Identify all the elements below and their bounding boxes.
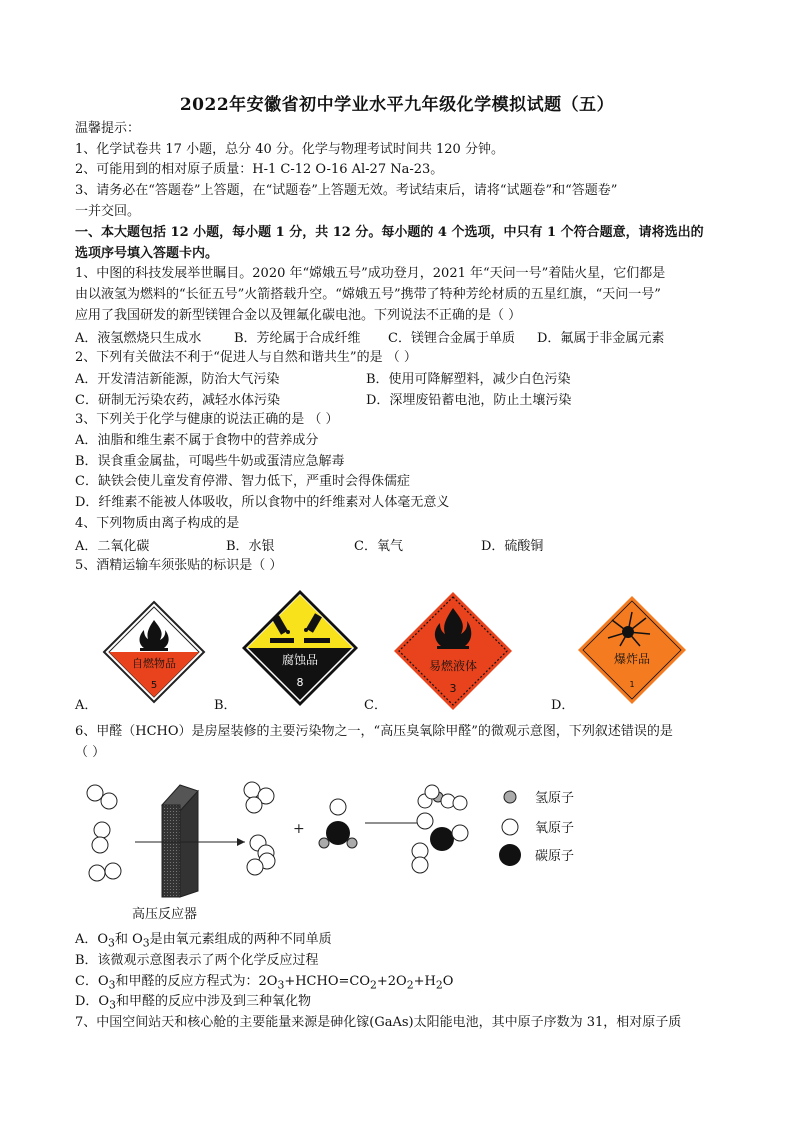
sign-label: 自燃物品: [132, 657, 176, 670]
hazard-sign-spontaneous-combustion: [102, 600, 206, 704]
reactor-label: 高压反应器: [132, 907, 198, 922]
q4-option-c: C．氧气: [354, 539, 403, 554]
page-title: 2022年安徽省初中学业水平九年级化学模拟试题（五）: [179, 95, 615, 115]
diagram-legend: [499, 791, 574, 866]
q4-option-b: B．水银: [226, 539, 275, 554]
q1-option-d: D．氟属于非金属元素: [537, 331, 665, 346]
section-heading: 一、本大题包括 12 小题，每小题 1 分，共 12 分。每小题的 4 个选项，中只有 1 个符合题意，请将选出的: [75, 225, 704, 240]
q5-option-d: D．: [551, 698, 575, 713]
sign-class-number: 3: [449, 682, 457, 695]
q3-option-a: A．油脂和维生素不属于食物中的营养成分: [75, 433, 319, 448]
q2-option-a: A．开发清洁新能源，防治大气污染: [75, 372, 280, 387]
sign-label: 易燃液体: [428, 659, 478, 673]
q2-option-d: D．深埋废铅蓄电池，防止土壤污染: [366, 393, 572, 408]
formaldehyde-molecule: [319, 799, 357, 848]
hazard-sign-explosive: [576, 594, 688, 706]
product-molecules: [412, 785, 468, 873]
q6-option-b: B．该微观示意图表示了两个化学反应过程: [75, 953, 319, 968]
sign-label: 腐蚀品: [281, 653, 319, 667]
q3-option-b: B．误食重金属盐，可喝些牛奶或蛋清应急解毒: [75, 454, 345, 469]
question-1-stem: 由以液氢为燃料的“长征五号”火箭搭载升空。“嫦娥五号”携带了特种芳纶材质的五星红旗，“天问一号”: [75, 287, 661, 302]
q1-option-a: A．液氢燃烧只生成水: [75, 331, 202, 346]
sign-class-number: 5: [150, 680, 158, 691]
q1-option-b: B．芳纶属于合成纤维: [234, 331, 361, 346]
oxygen-legend-icon: [502, 819, 518, 835]
sign-class-number: 8: [296, 676, 304, 689]
q4-option-a: A．二氧化碳: [75, 539, 150, 554]
question-2-stem: 2、下列有关做法不利于“促进人与自然和谐共生”的是 （ ）: [75, 350, 417, 365]
q6-option-a: A．$O_3$和 $O_3$是由氧元素组成的两种不同单质: [75, 932, 332, 950]
plus-sign: +: [293, 821, 305, 837]
sign-class-number: 1: [629, 680, 635, 689]
question-1-stem: 1、中图的科技发展举世瞩目。2020 年“嫦娥五号”成功登月，2021 年“天问一号”着陆火星，它们都是: [75, 266, 666, 281]
question-4-stem: 4、下列物质由离子构成的是: [75, 516, 240, 531]
q4-option-d: D．硫酸铜: [481, 539, 544, 554]
question-6-stem: 6、甲醛（HCHO）是房屋装修的主要污染物之一，“高压臭氧除甲醛”的微观示意图，下列叙述错误的是: [75, 724, 673, 739]
tip-line: 3、请务必在“答题卷”上答题，在“试题卷”上答题无效。考试结束后，请将“试题卷”和“答题卷”: [75, 183, 618, 198]
q6-option-c: C．$O_3$和甲醛的反应方程式为：$2O_3+HCHO=CO_2+2O_2+H_2O$: [75, 974, 454, 992]
question-1-stem: 应用了我国研发的新型镁锂合金以及锂氟化碳电池。下列说法不正确的是（ ）: [75, 308, 522, 323]
q5-option-c: C．: [364, 698, 387, 713]
tip-line: 2、可能用到的相对原子质量：H-1 C-12 O-16 Al-27 Na-23。: [75, 162, 444, 177]
sign-label: 爆炸品: [613, 652, 651, 666]
high-pressure-reactor: [162, 785, 198, 897]
hydrogen-legend-icon: [504, 791, 516, 803]
question-5-stem: 5、酒精运输车须张贴的标识是（ ）: [75, 558, 283, 573]
q3-option-c: C．缺铁会使儿童发育停滞、智力低下，严重时会得侏儒症: [75, 474, 410, 489]
q5-option-a: A．: [75, 698, 98, 713]
legend-label: 氢原子: [535, 791, 575, 806]
section-heading: 选项序号填入答题卡内。: [75, 246, 219, 261]
q1-option-c: C．镁锂合金属于单质: [388, 331, 515, 346]
oxygen-molecules: [87, 785, 121, 881]
q6-option-d: D．$O_3$和甲醛的反应中涉及到三种氧化物: [75, 994, 311, 1012]
hazard-sign-corrosive: [240, 588, 360, 708]
legend-label: 氧原子: [535, 821, 575, 836]
question-7-stem: 7、中国空间站天和核心舱的主要能量来源是砷化镓(GaAs)太阳能电池，其中原子序数为 31，相对原子质: [75, 1015, 682, 1030]
question-3-stem: 3、下列关于化学与健康的说法正确的是 （ ）: [75, 412, 339, 427]
ozone-molecules: [244, 782, 275, 875]
tip-line: 1、化学试卷共 17 小题，总分 40 分。化学与物理考试时间共 120 分钟。: [75, 142, 504, 157]
carbon-legend-icon: [499, 844, 521, 866]
hazard-sign-flammable-liquid: [392, 590, 514, 712]
tip-line: 一并交回。: [75, 204, 141, 219]
tips-heading: 温馨提示：: [75, 121, 141, 136]
q5-option-b: B．: [214, 698, 237, 713]
question-6-stem: （ ）: [75, 745, 106, 760]
q2-option-b: B．使用可降解塑料，减少白色污染: [366, 372, 571, 387]
q3-option-d: D．纤维素不能被人体吸收，所以食物中的纤维素对人体毫无意义: [75, 495, 450, 510]
legend-label: 碳原子: [535, 849, 575, 864]
q2-option-c: C．研制无污染农药，减轻水体污染: [75, 393, 280, 408]
